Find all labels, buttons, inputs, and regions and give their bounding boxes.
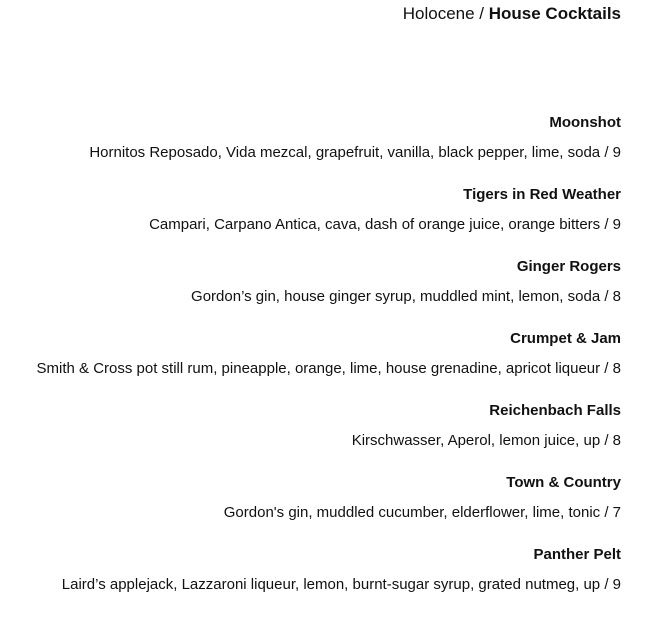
venue-name: Holocene <box>402 4 475 23</box>
menu-item-description: Gordon’s gin, house ginger syrup, muddled mint, lemon, soda / 8 <box>191 288 621 305</box>
menu-item-name: Panther Pelt <box>533 546 621 563</box>
cocktail-list <box>0 114 621 618</box>
menu-item-name: Ginger Rogers <box>516 258 621 275</box>
menu-item-description: Laird’s applejack, Lazzaroni liqueur, lemon, burnt-sugar syrup, grated nutmeg, up / 9 <box>61 576 621 593</box>
menu-item-name: Crumpet & Jam <box>510 330 621 347</box>
menu-item <box>0 258 621 330</box>
menu-item <box>0 114 621 186</box>
menu-item-name: Moonshot <box>549 114 621 131</box>
menu-item-description: Kirschwasser, Aperol, lemon juice, up / 8 <box>351 432 621 449</box>
menu-item-description: Gordon's gin, muddled cucumber, elderflower, lime, tonic / 7 <box>223 504 621 521</box>
page-header <box>403 4 621 24</box>
section-title: House Cocktails <box>488 4 621 23</box>
menu-item-name: Town & Country <box>506 474 621 491</box>
menu-item-description: Hornitos Reposado, Vida mezcal, grapefruit, vanilla, black pepper, lime, soda / 9 <box>89 144 621 161</box>
menu-item-name: Reichenbach Falls <box>489 402 621 419</box>
menu-item-name: Tigers in Red Weather <box>463 186 621 203</box>
menu-item <box>0 330 621 402</box>
menu-item-description: Campari, Carpano Antica, cava, dash of orange juice, orange bitters / 9 <box>149 216 621 233</box>
menu-item <box>0 402 621 474</box>
menu-item <box>0 474 621 546</box>
header-separator: / <box>474 4 489 23</box>
menu-item-description: Smith & Cross pot still rum, pineapple, orange, lime, house grenadine, apricot liqueur / 8 <box>36 360 621 377</box>
menu-item <box>0 186 621 258</box>
menu-item <box>0 546 621 618</box>
